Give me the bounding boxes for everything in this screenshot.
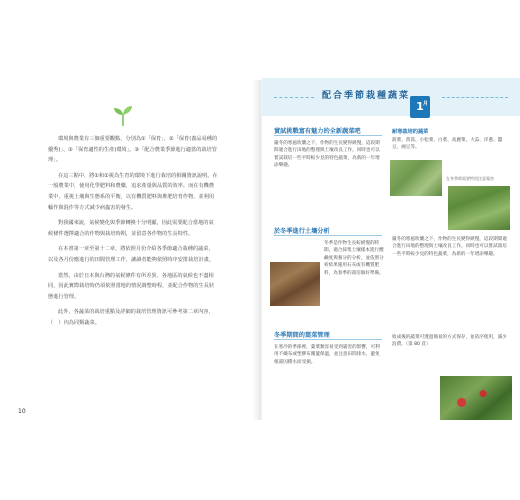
page-number: 10 [18,408,26,415]
sidebar-paragraph: 菠菜、茼蒿、小松菜、白菜、高麗菜、大蒜、洋蔥、蠶豆、豌豆等。 [392,138,503,151]
vegetable-photo [390,160,442,196]
sidebar-text [392,137,508,155]
header-divider [442,97,508,98]
left-paragraph: 此外，各蔬菜的栽培重點及詳細的栽培管理資訊可參考第二章內容，（ ）內為同類蔬菜。 [48,309,214,326]
page-title: 配合季節栽種蔬菜 [322,91,411,101]
left-paragraph: 環境與農業有三個重要觀點，分別為①「保育」、②「保育(養品易種的優秀)」、③「保育適性的生產)環境」。③「配合農業季節進行適當的栽培管理」。 [48,136,218,164]
month-suffix: 月 [423,101,429,107]
left-paragraph: 在這三點中，將①和②視為生育的環境下進行栽培的相關資訊說明。在一般農業中，使用化學肥料和農藥，追求產量與品質的效率。而在有機農業中，重視土壤與生態系的平衡，以有機質肥料與堆肥培育作物，並利用輪作與混作等方式減少病蟲害的發生。 [48,172,218,211]
right-column-text [392,236,508,261]
photo-caption: 在冬季時需要特別注意霜害 [446,176,494,181]
header-divider [274,97,314,98]
section-rule [274,339,382,340]
left-paragraph: 對我國來說，氣候變化與季節轉換十分明顯，因此需要配合當地的氣候條件選擇適合的作物與栽培時期，並留意各作物的生長特性。 [48,220,214,237]
section-rule [274,135,382,136]
sprout-icon [111,103,135,127]
sidebar-title: 耐寒栽培的蔬菜 [392,129,429,135]
left-paragraph: 在本書第一章至第十二章，將依照月份介紹各季節適合栽種的蔬菜，以及各月份應進行的田間管理工作，讓讀者能夠依照時序安排栽培計畫。 [48,246,215,263]
month-number: 1 [416,100,424,113]
section-title: 冬季期間的葉菜管理 [274,332,330,339]
section-paragraph: 在寒冷的季節裡，葉菜類容易受到霜害的影響，可利用不織布或塑膠布覆蓋保溫，並注意田間排水，避免根部因積水而受損。 [274,345,380,365]
section-paragraph: 嚴冬的寒風吹襲之下，作物的生長變得緩慢，這段期間適合進行田地的整理與土壤改良工作。同時也可以嘗試栽培一些平時較少見的特色蔬菜，為新的一年增添樂趣。 [392,237,507,257]
left-paragraph: 當然，由於日本與台灣的氣候條件有所差異，各地區的氣候也不盡相同，因此實際栽培時仍須依照當地的情況調整時程，並配合作物的生長狀態進行管理。 [48,272,215,300]
section-body [274,344,384,369]
section-body [274,140,384,173]
strawberry-photo [440,376,512,420]
section-paragraph: 冬季是作物生長較緩慢的時期，適合採集土壤樣本進行酸鹼度與養分的分析，並依照分析結果施用石灰或有機質肥料，為春季的栽培做好準備。 [324,241,384,276]
section-title: 實試挑戰富有魅力的全新蔬菜吧 [274,128,361,135]
section-title: 於冬季進行土壤分析 [274,228,330,235]
section-body [324,240,384,280]
month-badge [410,96,430,118]
section-paragraph: 嚴冬的寒風吹襲之下，作物的生長變得緩慢，這段期間適合進行田地的整理與土壤改良工作。同時也可以嘗試栽培一些平時較少見的特色蔬菜，為新的一年增添樂趣。 [274,141,380,169]
field-photo [448,186,510,230]
left-body-text [48,134,218,334]
soil-photo [270,262,320,306]
section-rule [274,235,382,236]
right-bottom-text [392,334,508,352]
right-page [262,0,520,500]
section-paragraph: 收成後的蔬菜可透過簡易的方式保存，並依序使用，減少浪費。（第 80 頁） [392,335,507,348]
